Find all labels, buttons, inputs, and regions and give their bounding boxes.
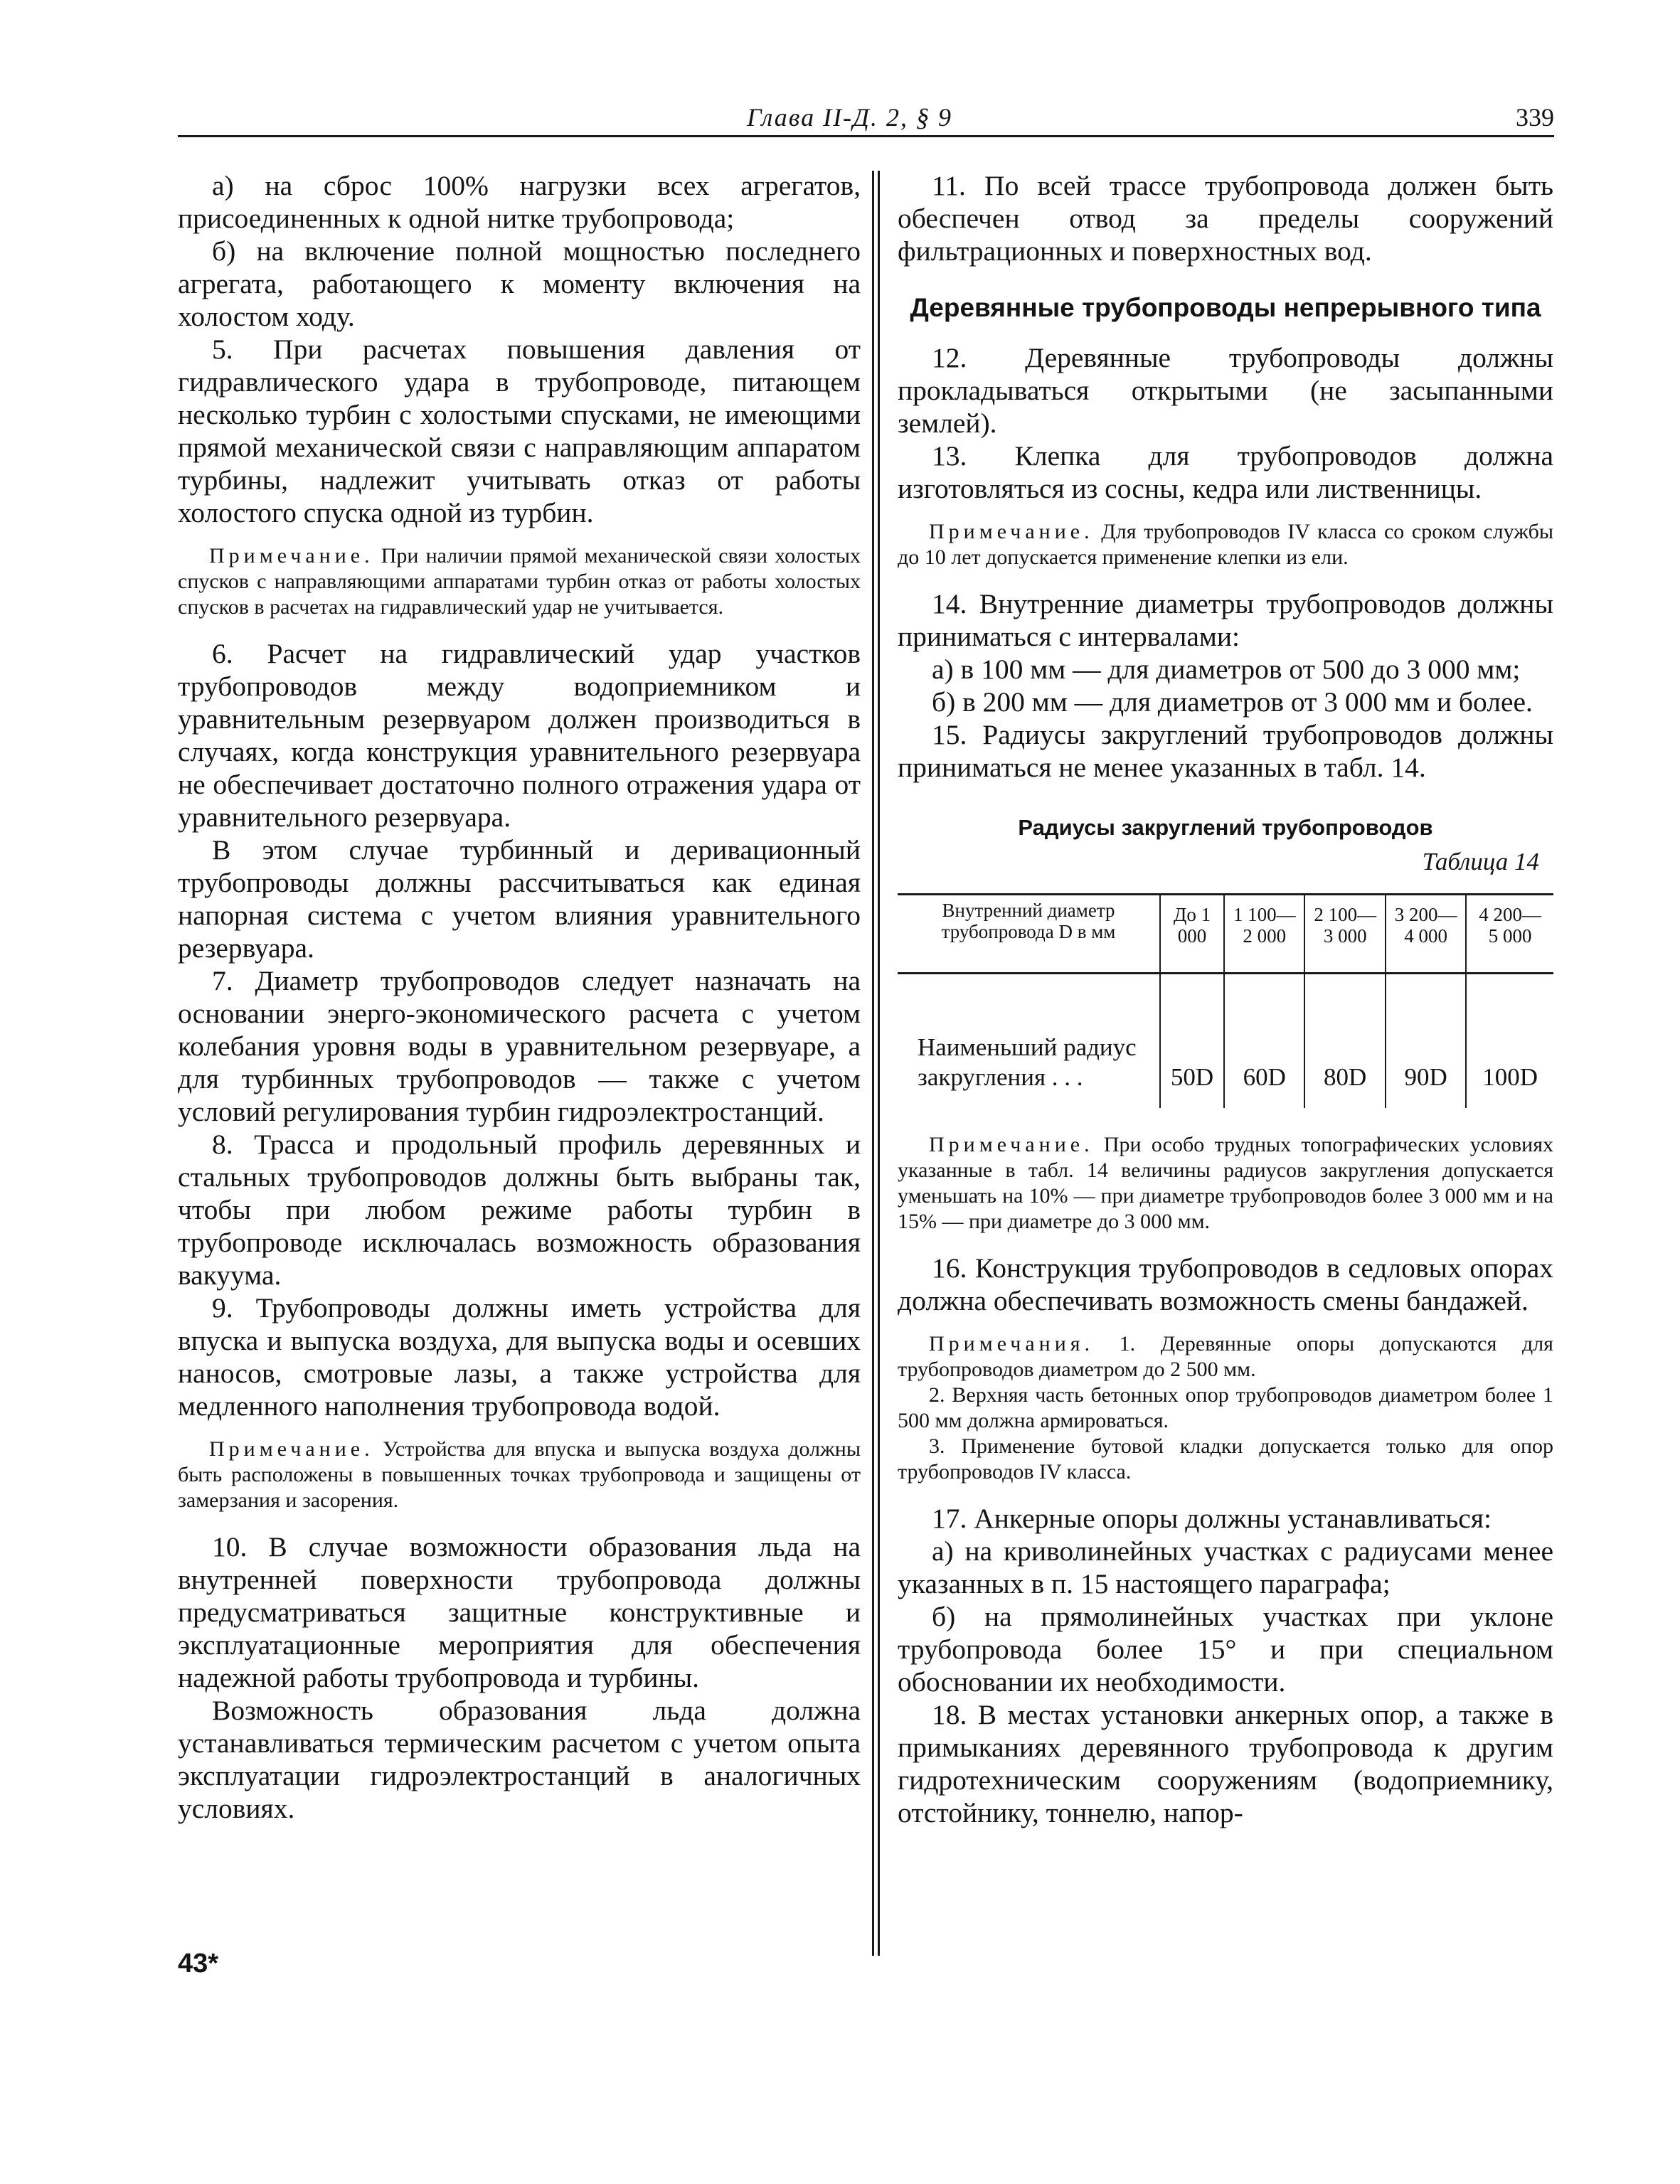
signature-mark: 43* [178,1949,219,1978]
table-title: Радиусы закруглений трубопроводов [1018,815,1433,840]
note-1-label: Примечание. [209,544,374,568]
table-cell: 60D [1224,974,1304,1109]
notes-5-item-2: 2. Верхняя часть бетонных опор трубопроводов диаметром более 1 500 мм должна армироваться. [898,1383,1553,1432]
paragraph-6-cont: В этом случае турбинный и деривационный трубопроводы должны рассчитываться как единая напорная система с учетом влияния уравнительного резервуара. [178,834,861,964]
note-3 [898,519,1553,570]
notes-5 [898,1331,1553,1383]
table-header-cell: 4 200— 5 000 [1466,895,1553,974]
radius-table [898,893,1553,1108]
left-column [178,169,861,1825]
page-number: 339 [1516,103,1554,132]
table-cell: 90D [1386,974,1466,1109]
paragraph-17-a: а) на криволинейных участках с радиусами менее указанных в п. 15 настоящего параграфа; [898,1535,1553,1599]
paragraph-17: 17. Анкерные опоры должны устанавливаться: [932,1503,1492,1534]
paragraph-18: 18. В местах установки анкерных опор, а также в примыканиях деревянного трубопровода к другим гидротехническим сооружениям (водоприемнику, отстойнику, тоннелю, напор- [898,1699,1553,1828]
note-4 [898,1132,1553,1235]
paragraph-13: 13. Клепка для трубопроводов должна изготовляться из сосны, кедра или лиственницы. [898,440,1553,504]
notes-5-label: Примечания. [929,1332,1095,1355]
table-header-label: Внутренний диаметр трубопровода D в мм [898,895,1160,974]
table-header-cell: 1 100— 2 000 [1224,895,1304,974]
note-2 [178,1437,861,1513]
paragraph-14-a: а) в 100 мм — для диаметров от 500 до 3 000 мм; [932,654,1521,685]
table-header-cell: До 1 000 [1160,895,1224,974]
running-head: Глава II-Д. 2, § 9 [747,103,952,132]
paragraph-8: 8. Трасса и продольный профиль деревянных и стальных трубопроводов должны быть выбраны так, чтобы при любом режиме работы турбин в трубопроводе исключалась возможность образования вакуума. [178,1129,861,1291]
notes-5-item-1: 1. Деревянные опоры допускаются для трубопроводов диаметром до 2 500 мм. [898,1332,1553,1381]
paragraph-9: 9. Трубопроводы должны иметь устройства для впуска и выпуска воздуха, для выпуска воды и осевших наносов, смотровые лазы, а также устройства для медленного наполнения трубопровода водой. [178,1292,861,1422]
section-heading: Деревянные трубопроводы непрерывного типа [910,293,1541,322]
note-4-label: Примечание. [929,1133,1094,1156]
table-row [898,974,1553,1109]
paragraph-6: 6. Расчет на гидравлический удар участков трубопроводов между водоприемником и уравнительным резервуаром должен производиться в случаях, когда конструкция уравнительного резервуара не обеспечивает достаточно полного отражения удара от уравнительного резервуара. [178,638,861,833]
table-cell: 80D [1304,974,1385,1109]
note-1-text: При наличии прямой механической связи холостых спусков с направляющими аппаратами турбин отказ от работы холостых спусков в расчетах на гидравлический удар не учитывается. [178,544,861,619]
table-number: Таблица 14 [1422,848,1539,875]
note-1 [178,543,861,620]
table-header-cell: 3 200— 4 000 [1386,895,1466,974]
note-3-label: Примечание. [929,520,1094,543]
paragraph-item-a: а) на сброс 100% нагрузки всех агрегатов, присоединенных к одной нитке трубопровода; [178,170,861,234]
table-header-cell: 2 100— 3 000 [1304,895,1385,974]
note-2-text: Устройства для впуска и выпуска воздуха должны быть расположены в повышенных точках трубопровода и защищены от замерзания и засорения. [178,1437,861,1512]
paragraph-10: 10. В случае возможности образования льда на внутренней поверхности трубопровода должны предусматриваться защитные конструктивные и эксплуатационные мероприятия для обеспечения надежной работы трубопровода и турбины. [178,1531,861,1693]
note-3-text: Для трубопроводов IV класса со сроком службы до 10 лет допускается применение клепки из ели. [898,520,1553,569]
page-header [178,101,1554,137]
paragraph-10-cont: Возможность образования льда должна устанавливаться термическим расчетом с учетом опыта эксплуатации гидроэлектростанций в аналогичных условиях. [178,1695,861,1824]
paragraph-16: 16. Конструкция трубопроводов в седловых опорах должна обеспечивать возможность смены бандажей. [898,1252,1553,1316]
column-divider-right [878,171,880,1956]
note-4-text: При особо трудных топографических условиях указанные в табл. 14 величины радиусов закругления допускается уменьшать на 10% — при диаметре трубопроводов более 3 000 мм и на 15% — при диаметре до 3 000 мм. [898,1133,1553,1233]
table-cell: 50D [1160,974,1224,1109]
note-2-label: Примечание. [209,1437,374,1461]
column-divider-left [872,171,874,1956]
paragraph-11: 11. По всей трассе трубопровода должен быть обеспечен отвод за пределы сооружений фильтрационных и поверхностных вод. [898,170,1553,267]
paragraph-15: 15. Радиусы закруглений трубопроводов должны приниматься не менее указанных в табл. 14. [898,719,1553,783]
paragraph-14-b: б) в 200 мм — для диаметров от 3 000 мм и более. [932,686,1533,718]
paragraph-7: 7. Диаметр трубопроводов следует назначать на основании энерго-экономического расчета с учетом колебания уровня воды в уравнительном резервуаре, а для турбинных трубопроводов — также с учетом условий регулирования турбин гидроэлектростанций. [178,965,861,1127]
paragraph-5: 5. При расчетах повышения давления от гидравлического удара в трубопроводе, питающем несколько турбин с холостыми спусками, не имеющими прямой механической связи с направляющим аппаратом турбины, надлежит учитывать отказ от работы холостого спуска одной из турбин. [178,334,861,528]
paragraph-item-b: б) на включение полной мощностью последнего агрегата, работающего к моменту включения на холостом ходу. [178,235,861,332]
table-header-row [898,895,1553,974]
paragraph-12: 12. Деревянные трубопроводы должны прокладываться открытыми (не засыпанными землей). [898,342,1553,439]
paragraph-17-b: б) на прямолинейных участках при уклоне трубопровода более 15° и при специальном обосновании их необходимости. [898,1601,1553,1698]
notes-5-item-3: 3. Применение бутовой кладки допускается только для опор трубопроводов IV класса. [898,1434,1553,1483]
paragraph-14: 14. Внутренние диаметры трубопроводов должны приниматься с интервалами: [898,588,1553,652]
right-column [898,169,1553,1829]
table-row-label: Наименьший радиус закругления . . . [918,1033,1137,1091]
table-cell: 100D [1466,974,1553,1109]
